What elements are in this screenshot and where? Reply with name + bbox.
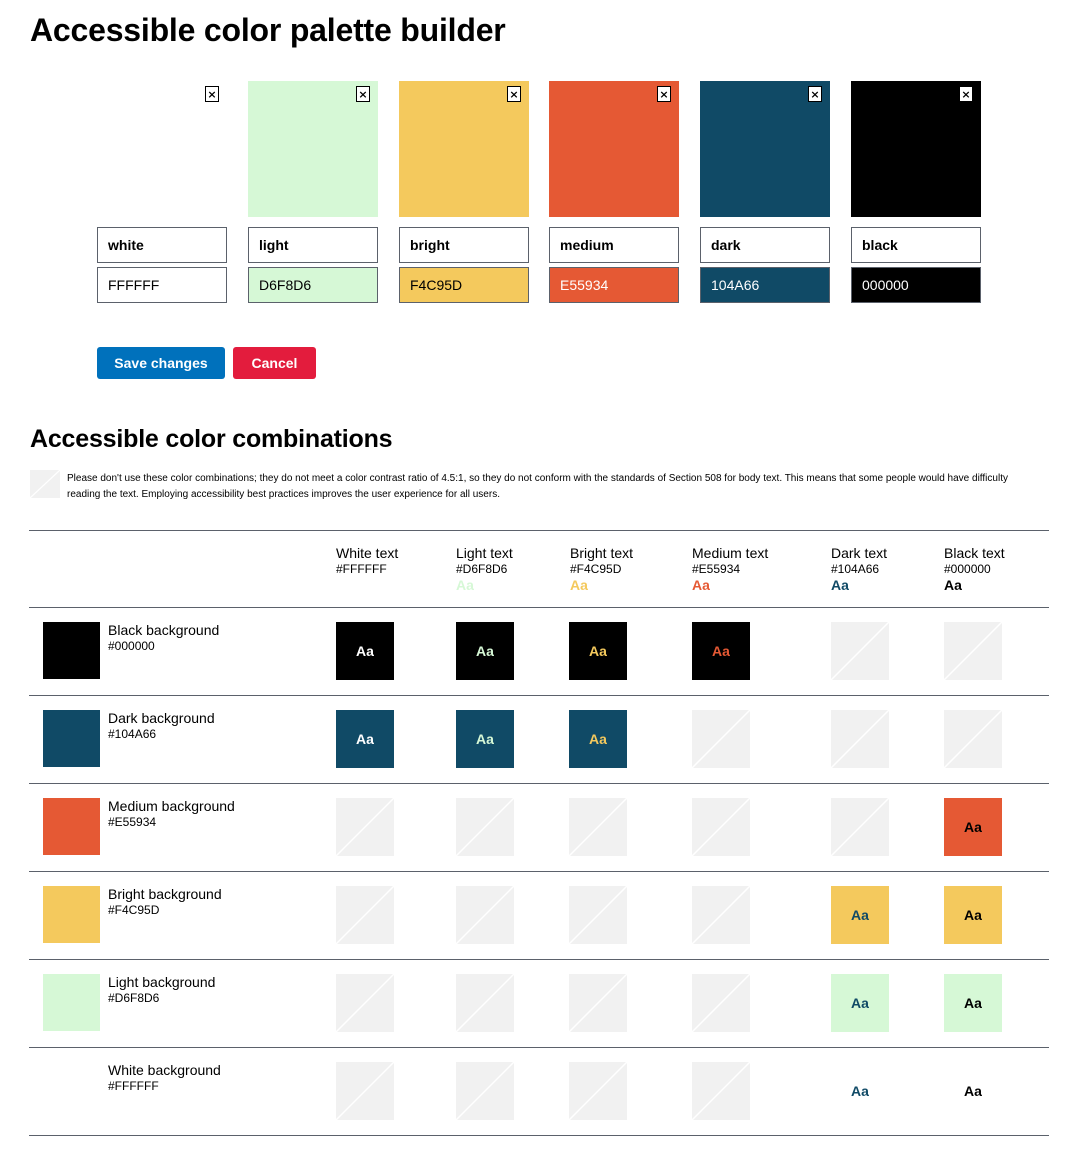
color-name-input[interactable]: [97, 227, 227, 263]
row-title: White background: [108, 1062, 221, 1078]
column-title: Bright text: [570, 545, 634, 561]
row-hex: #E55934: [108, 815, 157, 829]
row-label: [108, 974, 215, 1006]
background-swatch: [43, 974, 100, 1031]
cancel-button[interactable]: Cancel: [233, 347, 316, 379]
combination-sample: Aa: [692, 622, 750, 680]
column-sample: Aa: [944, 577, 962, 593]
color-hex-input[interactable]: [248, 267, 378, 303]
save-changes-button[interactable]: Save changes: [97, 347, 225, 379]
combination-sample: Aa: [456, 622, 514, 680]
column-title: Dark text: [831, 545, 888, 561]
color-name-input[interactable]: [549, 227, 679, 263]
combination-sample: Aa: [336, 710, 394, 768]
divider: [29, 871, 1049, 872]
failing-combination-icon: [692, 798, 750, 856]
column-hex: #FFFFFF: [336, 562, 387, 576]
color-name-input[interactable]: [851, 227, 981, 263]
column-sample: Aa: [692, 577, 710, 593]
failing-combination-icon: [456, 886, 514, 944]
remove-color-button[interactable]: [356, 86, 370, 102]
combination-sample: Aa: [944, 886, 1002, 944]
column-hex: #E55934: [692, 562, 741, 576]
combination-sample: Aa: [944, 798, 1002, 856]
page-title: Accessible color palette builder: [30, 12, 506, 48]
failing-combination-icon: [336, 974, 394, 1032]
row-title: Bright background: [108, 886, 222, 902]
failing-combination-icon: [944, 710, 1002, 768]
failing-combination-icon: [831, 710, 889, 768]
combination-sample: Aa: [831, 886, 889, 944]
row-hex: #000000: [108, 639, 155, 653]
combination-sample: Aa: [831, 974, 889, 1032]
color-hex-input[interactable]: [851, 267, 981, 303]
failing-combination-icon: [456, 798, 514, 856]
column-title: White text: [336, 545, 399, 561]
failing-combination-icon: [569, 974, 627, 1032]
color-hex-input[interactable]: [97, 267, 227, 303]
remove-color-button[interactable]: [507, 86, 521, 102]
failing-combination-icon: [831, 798, 889, 856]
row-label: [108, 1062, 221, 1094]
column-header-light-text: [456, 545, 513, 593]
column-header-bright-text: [570, 545, 633, 593]
row-title: Black background: [108, 622, 220, 638]
row-hex: #FFFFFF: [108, 1079, 159, 1093]
background-swatch: [43, 622, 100, 679]
row-label: [108, 710, 215, 742]
failing-combination-icon: [336, 886, 394, 944]
column-hex: #D6F8D6: [456, 562, 508, 576]
close-icon: ×: [810, 87, 820, 101]
failing-combination-icon: [692, 886, 750, 944]
failing-combination-icon: [569, 798, 627, 856]
failing-combination-icon: [692, 974, 750, 1032]
column-header-dark-text: [831, 545, 887, 593]
divider: [29, 607, 1049, 608]
slashed-box-icon: [30, 470, 60, 498]
failing-combination-icon: [569, 886, 627, 944]
combination-sample: Aa: [336, 622, 394, 680]
failing-combination-icon: [336, 798, 394, 856]
color-hex-input[interactable]: [700, 267, 830, 303]
divider: [29, 530, 1049, 531]
divider: [29, 783, 1049, 784]
column-sample: Aa: [336, 577, 354, 593]
divider: [29, 959, 1049, 960]
background-swatch: [43, 886, 100, 943]
color-hex-input[interactable]: [549, 267, 679, 303]
column-hex: #F4C95D: [570, 562, 622, 576]
combination-sample: Aa: [569, 622, 627, 680]
close-icon: ×: [207, 87, 217, 101]
section-title: Accessible color combinations: [30, 425, 393, 453]
divider: [29, 1047, 1049, 1048]
close-icon: ×: [659, 87, 669, 101]
failing-combination-icon: [456, 1062, 514, 1120]
column-title: Medium text: [692, 545, 769, 561]
divider: [29, 1135, 1049, 1136]
divider: [29, 695, 1049, 696]
row-title: Dark background: [108, 710, 215, 726]
column-title: Black text: [944, 545, 1005, 561]
color-hex-input[interactable]: [399, 267, 529, 303]
row-hex: #F4C95D: [108, 903, 160, 917]
background-swatch: [43, 798, 100, 855]
column-sample: Aa: [456, 577, 474, 593]
failing-combination-icon: [692, 1062, 750, 1120]
row-title: Light background: [108, 974, 216, 990]
combination-sample: Aa: [944, 1062, 1002, 1120]
remove-color-button[interactable]: [657, 86, 671, 102]
column-sample: Aa: [570, 577, 588, 593]
close-icon: ×: [509, 87, 519, 101]
column-header-white-text: [336, 545, 398, 593]
background-swatch: [43, 710, 100, 767]
failing-combination-icon: [692, 710, 750, 768]
row-label: [108, 622, 219, 654]
contrast-notice: Please don't use these color combinations; they do not meet a color contrast ratio of 4.5:1, so they do not conform with the standards of Section 508 for body text. This means that some people would have difficulty reading the text. Employing accessibility best practices improves the user experience for all users.: [67, 473, 1008, 500]
remove-color-button[interactable]: [205, 86, 219, 102]
failing-combination-icon: [336, 1062, 394, 1120]
color-name-input[interactable]: [700, 227, 830, 263]
color-name-input[interactable]: [248, 227, 378, 263]
remove-color-button[interactable]: [959, 86, 973, 102]
column-hex: #104A66: [831, 562, 880, 576]
failing-combination-icon: [569, 1062, 627, 1120]
row-label: [108, 798, 235, 830]
background-swatch: [43, 1062, 100, 1119]
color-name-input[interactable]: [399, 227, 529, 263]
column-header-black-text: [944, 545, 1005, 593]
column-header-medium-text: [692, 545, 768, 593]
failing-combination-icon: [831, 622, 889, 680]
row-label: [108, 886, 222, 918]
row-title: Medium background: [108, 798, 235, 814]
failing-combination-icon: [456, 974, 514, 1032]
close-icon: ×: [358, 87, 368, 101]
close-icon: ×: [961, 87, 971, 101]
failing-combination-icon: [944, 622, 1002, 680]
column-hex: #000000: [944, 562, 991, 576]
combination-sample: Aa: [831, 1062, 889, 1120]
column-title: Light text: [456, 545, 513, 561]
combination-sample: Aa: [456, 710, 514, 768]
combination-sample: Aa: [569, 710, 627, 768]
row-hex: #104A66: [108, 727, 157, 741]
remove-color-button[interactable]: [808, 86, 822, 102]
column-sample: Aa: [831, 577, 849, 593]
combination-sample: Aa: [944, 974, 1002, 1032]
row-hex: #D6F8D6: [108, 991, 160, 1005]
